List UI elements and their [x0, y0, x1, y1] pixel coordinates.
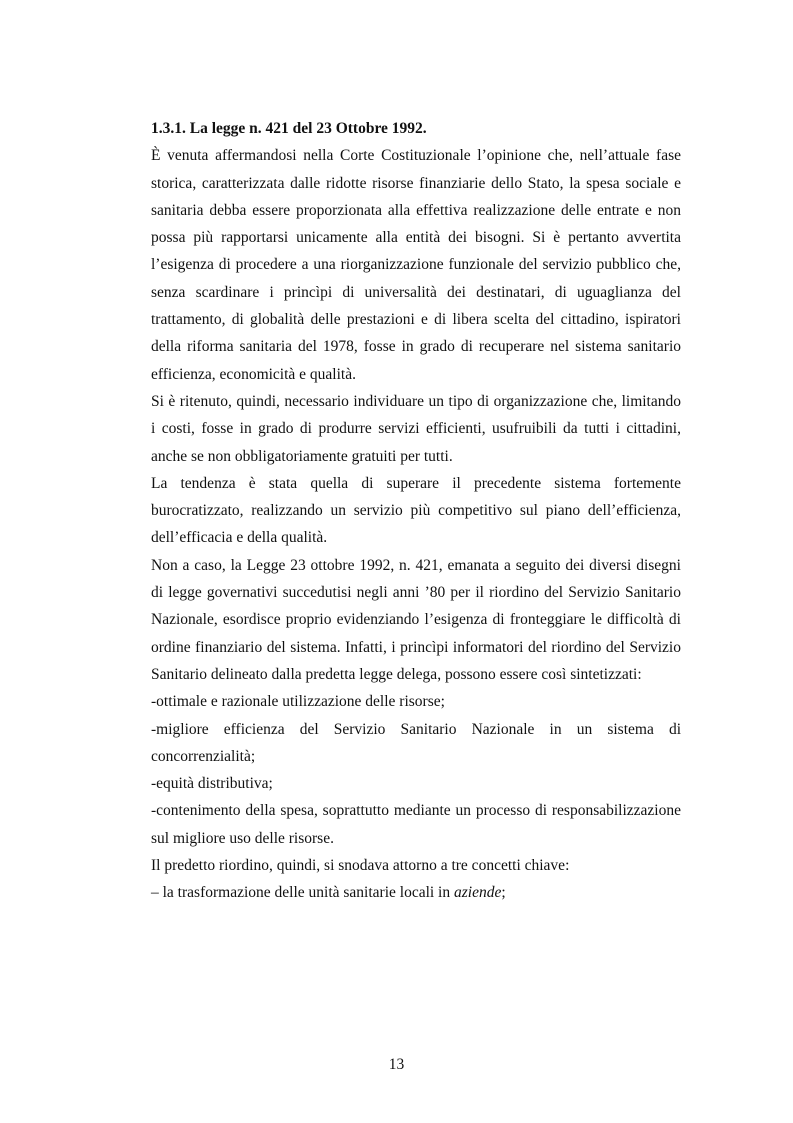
page-content: [151, 115, 681, 907]
paragraph-4: Non a caso, la Legge 23 ottobre 1992, n. 421, emanata a seguito dei diversi disegni di legge governativi succedutisi negli anni ’80 per il riordino del Servizio Sanitario Nazionale, esordisce proprio evidenziando l’esigenza di fronteggiare le difficoltà di ordine finanziario del sistema. Infatti, i princìpi informatori del riordino del Servizio Sanitario delineato dalla predetta legge delega, possono essere così sintetizzati:: [151, 556, 681, 683]
key-concept-suffix: ;: [501, 884, 506, 902]
section-heading: 1.3.1. La legge n. 421 del 23 Ottobre 1992.: [151, 120, 427, 137]
list-item: -ottimale e razionale utilizzazione delle risorse;: [151, 693, 445, 711]
key-concept-emphasis: aziende: [454, 884, 502, 902]
list-item: -equità distributiva;: [151, 775, 273, 793]
paragraph-1: È venuta affermandosi nella Corte Costituzionale l’opinione che, nell’attuale fase storica, caratterizzata dalle ridotte risorse finanziarie dello Stato, la spesa sociale e sanitaria debba essere proporzionata alla effettiva realizzazione delle entrate e non possa più rapportarsi unicamente alla entità dei bisogni. Si è pertanto avvertita l’esigenza di procedere a una riorganizzazione funzionale del servizio pubblico che, senza scardinare i princìpi di universalità dei destinatari, di uguaglianza del trattamento, di globalità delle prestazioni e di libera scelta del cittadino, ispiratori della riforma sanitaria del 1978, fosse in grado di recuperare nel sistema sanitario efficienza, economicità e qualità.: [151, 147, 681, 383]
key-concept-item: [151, 879, 681, 906]
paragraph-2: Si è ritenuto, quindi, necessario individuare un tipo di organizzazione che, limitando i costi, fosse in grado di produrre servizi efficienti, usufruibili da tutti i cittadini, anche se non obbligatoriamente gratuiti per tutti.: [151, 392, 681, 465]
paragraph-3: La tendenza è stata quella di superare il precedente sistema fortemente burocratizzato, realizzando un servizio più competitivo sul piano dell’efficienza, dell’efficacia e della qualità.: [151, 474, 681, 547]
list-item: -migliore efficienza del Servizio Sanitario Nazionale in un sistema di concorrenzialità;: [151, 720, 681, 765]
page-number: 13: [388, 1056, 405, 1073]
list-item: -contenimento della spesa, soprattutto mediante un processo di responsabilizzazione sul migliore uso delle risorse.: [151, 802, 681, 847]
closing-intro: Il predetto riordino, quindi, si snodava attorno a tre concetti chiave:: [151, 857, 570, 875]
key-concept-text: – la trasformazione delle unità sanitarie locali in: [151, 884, 454, 902]
